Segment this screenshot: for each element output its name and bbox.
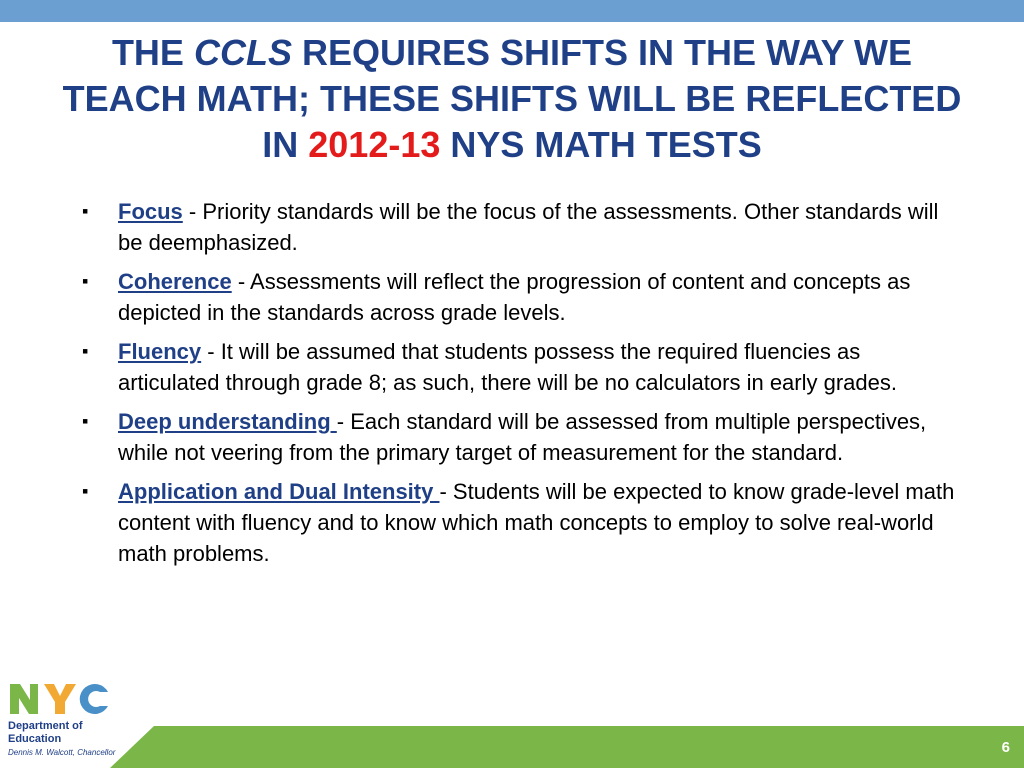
bullet-square-icon: ▪ — [82, 201, 89, 221]
page-number: 6 — [1001, 739, 1010, 756]
title-part-4: NYS MATH TESTS — [440, 124, 762, 165]
bullet-term: Coherence — [118, 269, 232, 294]
top-accent-bar — [0, 0, 1024, 22]
bullet-item — [82, 266, 962, 328]
bullet-item — [82, 476, 962, 569]
slide-title — [50, 30, 974, 168]
bullet-term: Fluency — [118, 339, 202, 364]
bullet-item — [82, 406, 962, 468]
bullet-text: - Assessments will reflect the progression of content and concepts as depicted in the standards across grade levels. — [118, 269, 911, 325]
title-part-1: THE — [111, 32, 194, 73]
bullet-text: - Each standard will be assessed from multiple perspectives, while not veering from the primary target of measurement for the standard. — [118, 409, 927, 465]
bullet-term: Application and Dual Intensity — [118, 479, 440, 504]
bullet-item — [82, 196, 962, 258]
bullet-list — [82, 196, 962, 577]
bullet-term: Focus — [118, 199, 183, 224]
chancellor-name: Dennis M. Walcott, Chancellor — [8, 748, 116, 757]
bullet-square-icon: ▪ — [82, 341, 89, 361]
department-name: Department of Education — [8, 720, 83, 745]
bullet-text: - It will be assumed that students possess the required fluencies as articulated through grade 8; as such, there will be no calculators in early grades. — [118, 339, 897, 395]
bullet-square-icon: ▪ — [82, 411, 89, 431]
title-year: 2012-13 — [308, 124, 441, 165]
bullet-square-icon: ▪ — [82, 481, 89, 501]
title-ccls: CCLS — [193, 32, 292, 73]
bullet-item — [82, 336, 962, 398]
bullet-text: - Students will be expected to know grade-level math content with fluency and to know which math concepts to employ to solve real-world math problems. — [118, 479, 955, 566]
footer-bar — [110, 726, 1024, 768]
bullet-square-icon: ▪ — [82, 271, 89, 291]
nyc-wordmark-icon — [8, 680, 112, 716]
bullet-term: Deep understanding — [118, 409, 337, 434]
title-part-3: REQUIRES SHIFTS IN THE WAY WE TEACH MATH; THESE SHIFTS WILL BE REFLECTED IN — [62, 32, 962, 165]
bullet-text: - Priority standards will be the focus of the assessments. Other standards will be deemphasized. — [118, 199, 939, 255]
